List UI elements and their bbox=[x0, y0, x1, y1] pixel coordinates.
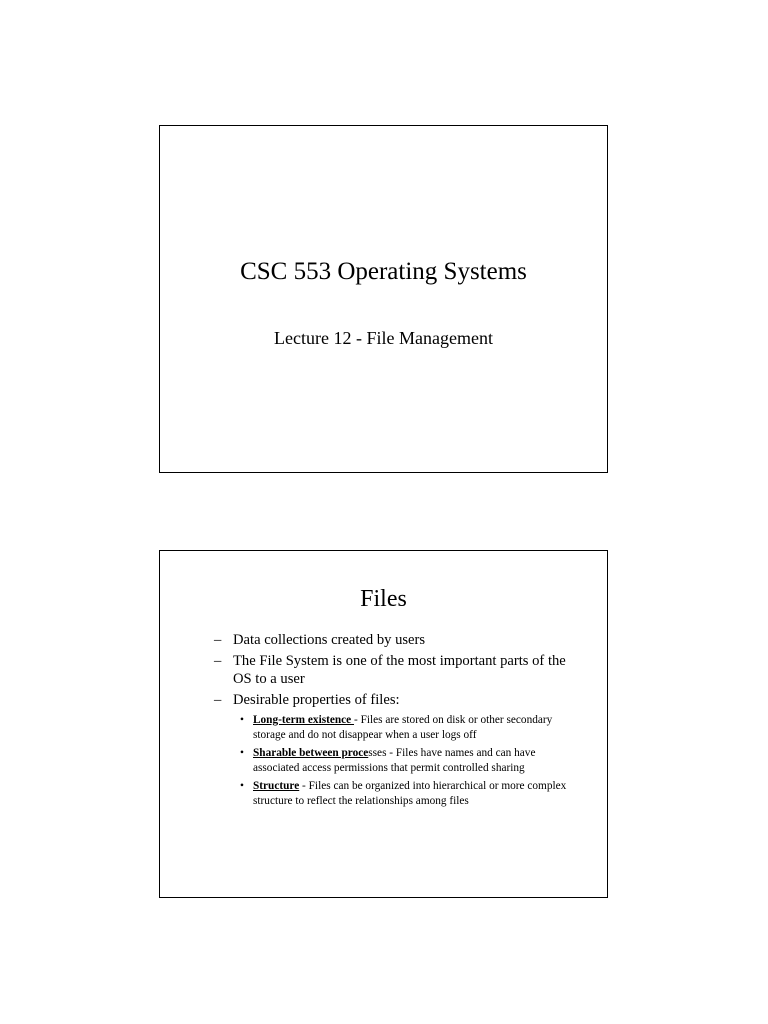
dash-marker: – bbox=[214, 653, 222, 669]
bullet-marker: • bbox=[240, 780, 244, 792]
sub-bullet-item bbox=[240, 713, 574, 742]
slide-files bbox=[159, 550, 608, 898]
bullet-marker: • bbox=[240, 747, 244, 759]
slide2-title: Files bbox=[360, 586, 407, 612]
bullet-description: sses - Files have names and can have associated access permissions that permit controlled sharing bbox=[253, 747, 536, 774]
bullet-term: Sharable between proce bbox=[253, 747, 369, 759]
bullet-marker: • bbox=[240, 714, 244, 726]
list-item-text: The File System is one of the most important parts of the OS to a user bbox=[233, 653, 566, 687]
list-item-text: Desirable properties of files: bbox=[233, 692, 400, 708]
bullet-term: Long-term existence bbox=[253, 714, 355, 726]
bullet-term: Structure bbox=[253, 780, 300, 792]
list-item bbox=[214, 631, 574, 649]
slide1-title: CSC 553 Operating Systems bbox=[240, 258, 527, 285]
sub-bullet-item bbox=[240, 746, 574, 775]
dash-marker: – bbox=[214, 632, 222, 648]
slide2-body bbox=[214, 631, 574, 812]
list-item-text: Data collections created by users bbox=[233, 632, 426, 648]
list-item bbox=[214, 652, 574, 688]
dash-marker: – bbox=[214, 692, 222, 708]
sub-bullet-list bbox=[214, 713, 574, 808]
bullet-description: - Files are stored on disk or other secondary storage and do not disappear when a user logs off bbox=[253, 714, 553, 741]
sub-bullet-item bbox=[240, 779, 574, 808]
list-item bbox=[214, 691, 574, 709]
slide1-subtitle: Lecture 12 - File Management bbox=[274, 328, 493, 348]
slide-title-page bbox=[159, 125, 608, 473]
bullet-description: - Files can be organized into hierarchical or more complex structure to reflect the relationships among files bbox=[253, 780, 567, 807]
